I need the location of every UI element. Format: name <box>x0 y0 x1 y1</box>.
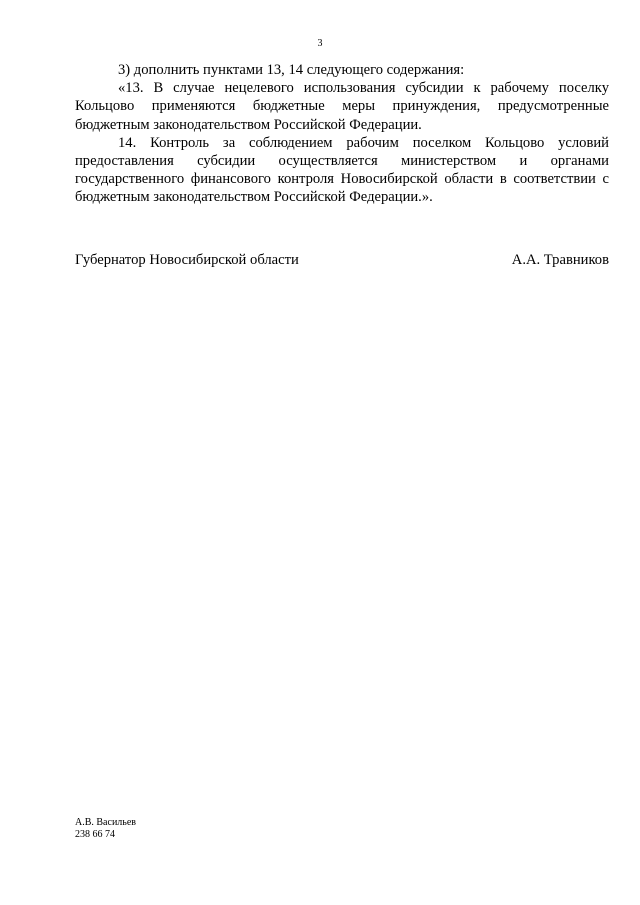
paragraph-item-13: «13. В случае нецелевого использования субсидии к рабочему поселку Кольцово применяются бюджетные меры принуждения, предусмотренные бюджетным законодательством Российской Федерации. <box>75 80 609 133</box>
signatory-name: А.А. Травников <box>511 252 609 268</box>
executor-block <box>75 817 136 841</box>
executor-name: А.В. Васильев <box>75 817 137 828</box>
page-number: 3 <box>317 38 323 49</box>
paragraph-amendment-intro: 3) дополнить пунктами 13, 14 следующего содержания: <box>118 62 465 78</box>
paragraph-item-14: 14. Контроль за соблюдением рабочим поселком Кольцово условий предоставления субсидии осуществляется министерством и органами государственного финансового контроля Новосибирской области в соответствии с бюджетным законодательством Российской Федерации.». <box>75 134 609 206</box>
signature-block <box>75 251 609 269</box>
executor-phone: 238 66 74 <box>75 829 115 840</box>
document-body <box>75 61 609 207</box>
signatory-position: Губернатор Новосибирской области <box>75 252 299 268</box>
